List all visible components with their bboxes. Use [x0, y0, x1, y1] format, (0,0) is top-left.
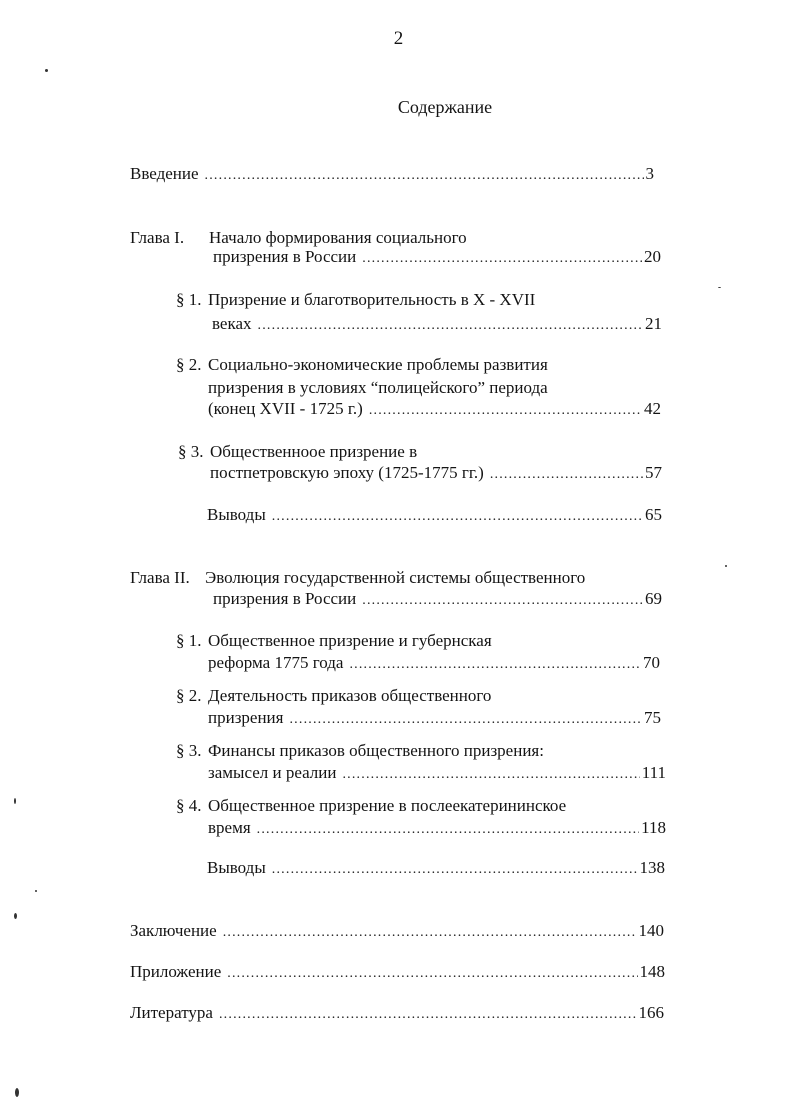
section-title-line1: Призрение и благотворительность в X - XVII: [208, 290, 536, 309]
toc-page-number: 20: [644, 247, 661, 266]
leader-dots: [369, 400, 642, 422]
toc-page-number: 42: [644, 399, 661, 418]
toc-entry-appendix: Приложение ..... 148: [130, 961, 665, 983]
toc-entry-ch1-s1: веках ..... 21: [212, 313, 662, 335]
page-number: 2: [393, 28, 404, 49]
chapter-1-title-line1: Начало формирования социального: [209, 228, 467, 247]
leader-dots: [342, 764, 639, 786]
scan-speck: [725, 565, 727, 567]
toc-page-number: 148: [639, 962, 665, 981]
leader-dots: [219, 1004, 637, 1026]
section-number: § 3.: [178, 442, 204, 461]
leader-dots: [258, 315, 643, 337]
page-title: Содержание: [397, 97, 493, 117]
chapter-2-title-line1: Эволюция государственной системы общественного: [205, 568, 586, 587]
toc-page-number: 65: [645, 505, 662, 524]
toc-entry-ch1-s2: (конец XVII - 1725 г.) ..... 42: [208, 398, 661, 420]
toc-page-number: 118: [641, 818, 666, 837]
scan-speck: [14, 913, 17, 919]
toc-page-number: 70: [643, 653, 660, 672]
scan-speck: [14, 798, 16, 804]
toc-page-number: 3: [645, 164, 654, 183]
section-number: § 3.: [176, 741, 202, 760]
leader-dots: [289, 709, 642, 731]
leader-dots: [272, 506, 643, 528]
toc-entry-ch2-conclusions: Выводы ..... 138: [207, 857, 665, 879]
scan-speck: [35, 890, 37, 892]
toc-entry-ch2-s3: замысел и реалии ..... 111: [208, 762, 666, 784]
toc-entry-ch1-conclusions: Выводы ..... 65: [207, 504, 662, 526]
leader-dots: [362, 248, 642, 270]
leader-dots: [362, 590, 643, 612]
section-number: § 1.: [176, 631, 202, 650]
scan-speck: [45, 69, 48, 72]
section-number: § 4.: [176, 796, 202, 815]
toc-entry-literature: Литература ..... 166: [130, 1002, 664, 1024]
toc-page-number: 69: [645, 589, 662, 608]
section-title-line1: Общественноое призрение в: [210, 442, 418, 461]
leader-dots: [257, 819, 639, 841]
section-title-line1: Общественное призрение и губернская: [208, 631, 492, 650]
section-title-line1: Финансы приказов общественного призрения:: [208, 741, 544, 760]
leader-dots: [272, 859, 638, 881]
section-title-line1: Общественное призрение в послеекатерининское: [208, 796, 567, 815]
toc-page-number: 75: [644, 708, 661, 727]
toc-entry-intro: Введение ..... 3: [130, 163, 654, 185]
toc-entry-chapter-2: призрения в России ..... 69: [213, 588, 662, 610]
section-number: § 2.: [176, 686, 202, 705]
leader-dots: [223, 922, 637, 944]
leader-dots: [490, 464, 643, 486]
scan-speck: [718, 287, 721, 288]
toc-entry-ch1-s3: постпетровскую эпоху (1725-1775 гг.) ..... 57: [210, 462, 662, 484]
toc-page-number: 166: [638, 1003, 664, 1022]
chapter-2-label: Глава II.: [130, 568, 190, 587]
toc-page-number: 21: [645, 314, 662, 333]
toc-page-number: 138: [639, 858, 665, 877]
toc-page-number: 140: [638, 921, 664, 940]
toc-entry-ch2-s1: реформа 1775 года ..... 70: [208, 652, 660, 674]
leader-dots: [349, 654, 641, 676]
leader-dots: [205, 165, 644, 187]
section-title-line1: Социально-экономические проблемы развития: [208, 355, 548, 374]
section-number: § 2.: [176, 355, 202, 374]
toc-page-number: 57: [645, 463, 662, 482]
toc-page-number: 111: [641, 763, 666, 782]
chapter-1-label: Глава I.: [130, 228, 185, 247]
toc-entry-conclusion: Заключение ..... 140: [130, 920, 664, 942]
leader-dots: [227, 963, 637, 985]
toc-entry-ch2-s4: время ..... 118: [208, 817, 666, 839]
scan-speck: [15, 1088, 19, 1097]
section-title-line2: призрения в условиях “полицейского” периода: [208, 378, 548, 397]
toc-entry-chapter-1: призрения в России ..... 20: [213, 246, 661, 268]
section-title-line1: Деятельность приказов общественного: [208, 686, 492, 705]
section-number: § 1.: [176, 290, 202, 309]
toc-entry-ch2-s2: призрения ..... 75: [208, 707, 661, 729]
